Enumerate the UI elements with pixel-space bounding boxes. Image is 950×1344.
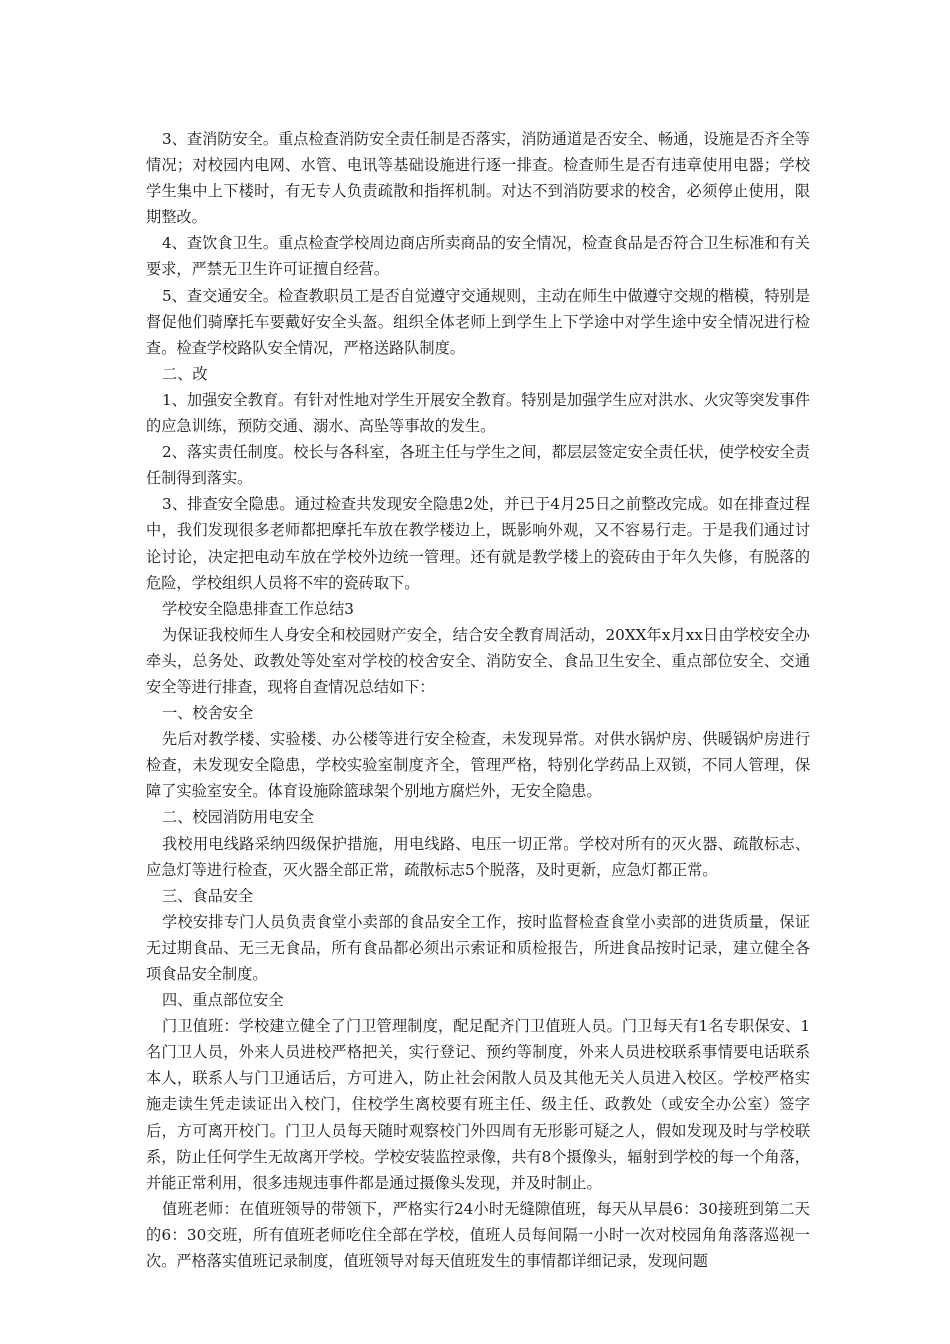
paragraph-responsibility-system: 2、落实责任制度。校长与各科室，各班主任与学生之间，都层层签定安全责任状，使学校安全责任制得到落实。 [146, 443, 810, 488]
section-heading-fire-electric-safety: 二、校园消防用电安全 [162, 808, 314, 827]
document-page [146, 126, 810, 1274]
paragraph-fire-safety-check: 3、查消防安全。重点检查消防安全责任制是否落实，消防通道是否安全、畅通，设施是否齐全等情况；对校园内电网、水管、电讯等基础设施进行逐一排查。检查师生是否有违章使用电器；学校学生集中上下楼时，有无专人负责疏散和指挥机制。对达不到消防要求的校舍，必须停止使用，限期整改。 [146, 130, 810, 227]
paragraph-fire-electric-safety: 我校用电线路采纳四级保护措施，用电线路、电压一切正常。学校对所有的灭火器、疏散标志、应急灯等进行检查，灭火器全部正常，疏散标志5个脱落，及时更新，应急灯都正常。 [146, 834, 810, 879]
section-heading-building-safety: 一、校舍安全 [162, 704, 254, 723]
paragraph-building-safety: 先后对教学楼、实验楼、办公楼等进行安全检查，未发现异常。对供水锅炉房、供暖锅炉房进行检查，未发现安全隐患，学校实验室制度齐全，管理严格，特别化学药品上双锁，不同人管理，保障了实验室安全。体育设施除篮球架个别地方腐烂外，无安全隐患。 [146, 730, 810, 801]
section-heading-key-areas: 四、重点部位安全 [162, 991, 284, 1010]
paragraph-traffic-safety-check: 5、查交通安全。检查教职员工是否自觉遵守交通规则，主动在师生中做遵守交规的楷模，特别是督促他们骑摩托车要戴好安全头盔。组织全体老师上到学生上下学途中对学生途中安全情况进行检查。检查学校路队安全情况，严格送路队制度。 [146, 286, 810, 357]
paragraph-food-safety: 学校安排专门人员负责食堂小卖部的食品安全工作，按时监督检查食堂小卖部的进货质量，保证无过期食品、无三无食品，所有食品都必须出示索证和质检报告，所进食品按时记录，建立健全各项食品安全制度。 [146, 912, 810, 983]
paragraph-hazard-investigation: 3、排查安全隐患。通过检查共发现安全隐患2处，并已于4月25日之前整改完成。如在排查过程中，我们发现很多老师都把摩托车放在教学楼边上，既影响外观，又不容易行走。于是我们通过讨论讨论，决定把电动车放在学校外边统一管理。还有就是教学楼上的瓷砖由于年久失修，有脱落的危险，学校组织人员将不牢的瓷砖取下。 [146, 495, 810, 592]
paragraph-safety-education: 1、加强安全教育。有针对性地对学生开展安全教育。特别是加强学生应对洪水、火灾等突发事件的应急训练，预防交通、溺水、高坠等事故的发生。 [146, 390, 810, 436]
paragraph-duty-teachers: 值班老师：在值班领导的带领下，严格实行24小时无缝隙值班，每天从早晨6：30接班到第二天的6：30交班，所有值班老师吃住全部在学校，值班人员每间隔一小时一次对校园角角落落巡视一次。严格落实值班记录制度，值班领导对每天值班发生的事情都详细记录，发现问题 [146, 1199, 810, 1271]
article-title-summary-3: 学校安全隐患排查工作总结3 [162, 599, 354, 618]
section-heading-rectify: 二、改 [162, 364, 208, 383]
paragraph-summary-intro: 为保证我校师生人身安全和校园财产安全，结合安全教育周活动，20XX年x月xx日由学校安全办牵头，总务处、政教处等处室对学校的校舍安全、消防安全、食品卫生安全、重点部位安全、交通安全等进行排查，现将自查情况总结如下： [146, 625, 810, 696]
paragraph-food-hygiene-check: 4、查饮食卫生。重点检查学校周边商店所卖商品的安全情况，检查食品是否符合卫生标准和有关要求，严禁无卫生许可证擅自经营。 [146, 234, 810, 279]
section-heading-food-safety: 三、食品安全 [162, 886, 254, 905]
paragraph-gate-duty: 门卫值班：学校建立健全了门卫管理制度，配足配齐门卫值班人员。门卫每天有1名专职保安、1名门卫人员，外来人员进校严格把关，实行登记、预约等制度，外来人员进校联系事情要电话联系本人，联系人与门卫通话后，方可进入，防止社会闲散人员及其他无关人员进入校区。学校严格实施走读生凭走读证出入校门，住校学生离校要有班主任、级主任、政教处（或安全办公室）签字后，方可离开校门。门卫人员每天随时观察校门外四周有无形影可疑之人，假如发现及时与学校联系，防止任何学生无故离开学校。学校安装监控录像，共有8个摄像头，辐射到学校的每一个角落，并能正常利用，很多违规违事件都是通过摄像头发现，并及时制止。 [146, 1017, 810, 1192]
